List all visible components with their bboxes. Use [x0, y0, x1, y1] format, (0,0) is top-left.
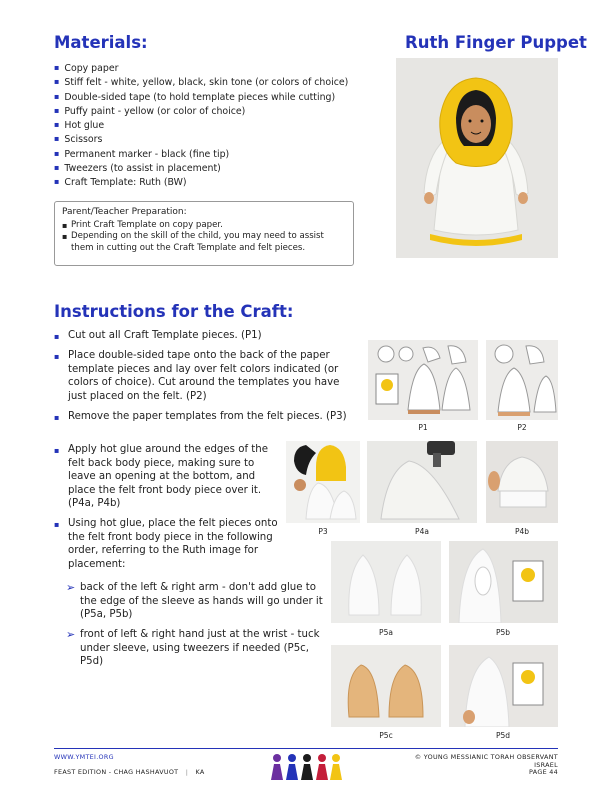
caption-p4a: P4a — [415, 527, 429, 536]
footer-edition-name: FEAST EDITION - CHAG HASHAVUOT — [54, 768, 179, 776]
photo-p5b — [449, 541, 558, 623]
materials-item: ▪ Stiff felt - white, yellow, black, skin tone (or colors of choice) — [54, 76, 348, 90]
arm-pieces-illustration — [331, 541, 441, 623]
materials-item: ▪ Double-sided tape (to hold template pieces while cutting) — [54, 91, 348, 105]
photo-p5c — [331, 645, 441, 727]
photo-p1 — [368, 340, 478, 420]
caption-p5c: P5c — [379, 731, 393, 740]
ruth-puppet-illustration — [396, 58, 558, 258]
caption-p5b: P5b — [495, 628, 511, 637]
taped-templates-illustration — [486, 340, 558, 420]
footer-page-number: PAGE 44 — [529, 768, 558, 776]
footer-edition-code: KA — [195, 768, 205, 776]
footer-edition — [54, 768, 205, 776]
instructions-heading: Instructions for the Craft: — [54, 302, 294, 321]
caption-p5a: P5a — [379, 628, 393, 637]
hand-placement-illustration — [449, 645, 558, 727]
instruction-substep: ➢ back of the left & right arm - don't add glue to the edge of the sleeve as hands will go under it (P5a, P5b) — [80, 581, 328, 622]
glued-body-illustration — [486, 441, 558, 523]
caption-p3: P3 — [318, 527, 328, 536]
materials-item: ▪ Hot glue — [54, 119, 348, 133]
footer-website[interactable]: WWW.YMTEI.ORG — [54, 753, 114, 761]
hand-pieces-illustration — [331, 645, 441, 727]
footer-separator: | — [185, 768, 189, 776]
preparation-item: ▪ Print Craft Template on copy paper. — [62, 220, 346, 231]
materials-item: ▪ Copy paper — [54, 62, 348, 76]
caption-p1: P1 — [418, 423, 428, 432]
template-pieces-illustration — [368, 340, 478, 420]
instruction-step: ▪ Using hot glue, place the felt pieces onto the felt front body piece in the following order, referring to the Ruth image for placement: — [68, 517, 280, 571]
footer-divider — [54, 748, 558, 749]
caption-p2: P2 — [517, 423, 527, 432]
materials-item: ▪ Craft Template: Ruth (BW) — [54, 176, 348, 190]
felt-pieces-illustration — [286, 441, 360, 523]
materials-heading: Materials: — [54, 33, 148, 52]
instruction-step: ▪ Place double-sided tape onto the back of the paper template pieces and lay over felt colors indicated (or colors of choice). Cut around the templates you have just placed on the felt. (P2) — [68, 349, 358, 403]
materials-item: ▪ Puffy paint - yellow (or color of choice) — [54, 105, 348, 119]
instruction-step: ▪ Remove the paper templates from the felt pieces. (P3) — [68, 410, 358, 424]
photo-p4b — [486, 441, 558, 523]
caption-p5d: P5d — [495, 731, 511, 740]
photo-p3 — [286, 441, 360, 523]
footer-copyright: © YOUNG MESSIANIC TORAH OBSERVANT ISRAEL — [414, 753, 558, 769]
instruction-substep: ➢ front of left & right hand just at the wrist - tuck under sleeve, using tweezers if needed (P5c, P5d) — [80, 628, 328, 669]
materials-item: ▪ Scissors — [54, 133, 348, 147]
materials-list — [54, 62, 348, 191]
arm-placement-illustration — [449, 541, 558, 623]
instruction-step: ▪ Cut out all Craft Template pieces. (P1) — [68, 329, 358, 343]
photo-p4a — [367, 441, 477, 523]
caption-p4b: P4b — [514, 527, 530, 536]
photo-p5a — [331, 541, 441, 623]
preparation-item: ▪ Depending on the skill of the child, you may need to assist them in cutting out the Craft Template and felt pieces. — [62, 231, 346, 254]
instruction-step: ▪ Apply hot glue around the edges of the felt back body piece, making sure to leave an opening at the bottom, and place the felt front body piece over it. (P4a, P4b) — [68, 443, 280, 511]
puppet-heading: Ruth Finger Puppet — [405, 33, 587, 52]
preparation-title: Parent/Teacher Preparation: — [62, 207, 187, 217]
preparation-box — [54, 201, 354, 266]
logo-figures-icon — [268, 752, 344, 782]
materials-item: ▪ Permanent marker - black (fine tip) — [54, 148, 348, 162]
photo-p2 — [486, 340, 558, 420]
preparation-list — [62, 220, 346, 254]
materials-item: ▪ Tweezers (to assist in placement) — [54, 162, 348, 176]
ruth-puppet-photo — [396, 58, 558, 258]
photo-p5d — [449, 645, 558, 727]
glue-gun-illustration — [367, 441, 477, 523]
